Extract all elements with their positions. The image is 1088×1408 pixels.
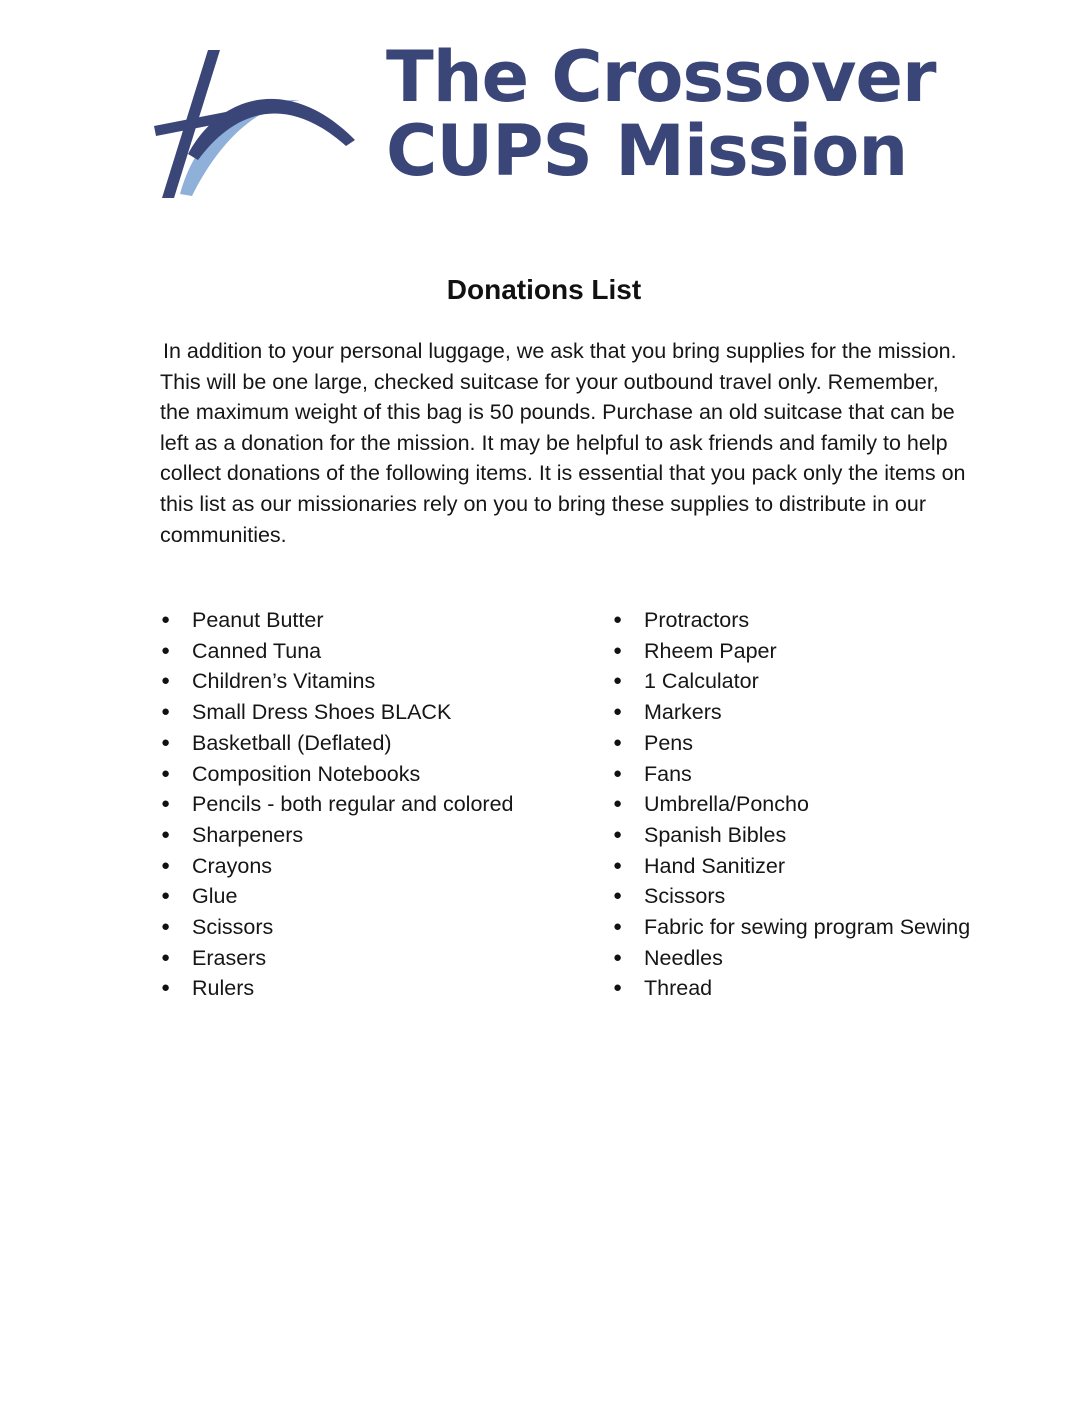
bullet-icon: ● [161, 825, 171, 843]
list-item-label: Canned Tuna [192, 638, 322, 663]
intro-paragraph: In addition to your personal luggage, we ask that you bring supplies for the mission. This will be one large, checked suitcase for your outbound travel only. Remember, the maximum weight of this bag is 50 pounds. Purchase an old suitcase that can be left as a donation for the mission. It may be helpful to ask friends and family to help collect donations of the following items. It is essential that you pack only the items on this list as our missionaries rely on you to bring these supplies to distribute in our communities. [160, 339, 966, 547]
bullet-icon: ● [613, 918, 623, 936]
list-item-label: Protractors [644, 608, 750, 632]
list-item [612, 943, 992, 974]
cross-arc-logo-icon [150, 44, 360, 204]
bullet-icon: ● [161, 611, 171, 628]
list-item [612, 759, 992, 790]
list-item-label: Fabric for sewing program Sewing [644, 915, 971, 940]
bullet-icon: ● [161, 795, 171, 813]
page-title: Donations List [446, 274, 642, 305]
list-item-label: Umbrella/Poncho [644, 792, 809, 817]
list-item [612, 728, 992, 759]
bullet-icon: ● [613, 825, 623, 843]
bullet-icon: ● [613, 672, 623, 690]
list-item-label: Crayons [192, 853, 273, 878]
list-item-label: Children’s Vitamins [192, 669, 376, 694]
bullet-icon: ● [613, 948, 623, 966]
bullet-icon: ● [613, 764, 623, 782]
list-item-label: Fans [644, 761, 692, 786]
list-item [612, 820, 992, 851]
list-item [160, 973, 520, 1004]
list-item [612, 881, 992, 912]
list-item [612, 973, 992, 1004]
list-item-label: Glue [192, 884, 238, 909]
bullet-icon: ● [613, 795, 623, 813]
list-item-label: Pens [644, 730, 694, 755]
list-item [612, 912, 992, 943]
list-item-label: Markers [644, 700, 722, 725]
list-item [160, 666, 520, 697]
list-item [612, 605, 992, 636]
bullet-icon: ● [161, 703, 171, 721]
donations-list-right [612, 605, 992, 1004]
list-item-label: Scissors [644, 884, 726, 909]
bullet-icon: ● [161, 764, 171, 782]
bullet-icon: ● [161, 733, 171, 751]
list-item [160, 759, 520, 790]
bullet-icon: ● [613, 641, 623, 659]
list-item-label: Erasers [192, 945, 267, 970]
bullet-icon: ● [161, 856, 171, 874]
list-item-label: Thread [644, 976, 713, 1001]
list-item [612, 851, 992, 882]
list-item [612, 636, 992, 667]
bullet-icon: ● [613, 611, 623, 628]
list-item [160, 881, 520, 912]
list-item [160, 636, 520, 667]
bullet-icon: ● [613, 733, 623, 751]
bullet-icon: ● [161, 672, 171, 690]
bullet-icon: ● [613, 703, 623, 721]
logo-line-2: CUPS Mission [386, 110, 908, 192]
list-item [160, 820, 520, 851]
bullet-icon: ● [613, 979, 623, 997]
list-item-label: 1 Calculator [644, 669, 759, 694]
list-item-label: Peanut Butter [192, 608, 324, 632]
list-item [612, 697, 992, 728]
list-item [160, 943, 520, 974]
list-item [612, 666, 992, 697]
list-item-label: Rulers [192, 976, 255, 1001]
list-item-label: Rheem Paper [644, 638, 777, 663]
list-item [160, 697, 520, 728]
bullet-icon: ● [613, 856, 623, 874]
list-item-label: Hand Sanitizer [644, 853, 786, 878]
list-item [160, 789, 520, 820]
list-item-label: Needles [644, 945, 723, 970]
bullet-icon: ● [161, 887, 171, 905]
list-item-label: Scissors [192, 915, 274, 940]
list-item-label: Basketball (Deflated) [192, 730, 392, 755]
bullet-icon: ● [161, 948, 171, 966]
bullet-icon: ● [161, 979, 171, 997]
list-item [160, 728, 520, 759]
bullet-icon: ● [161, 641, 171, 659]
bullet-icon: ● [161, 918, 171, 936]
list-item-label: Sharpeners [192, 822, 304, 847]
list-item [160, 912, 520, 943]
logo-line-1: The Crossover [386, 36, 936, 118]
list-item [160, 851, 520, 882]
list-item [612, 789, 992, 820]
list-item-label: Pencils - both regular and colored [192, 792, 514, 817]
bullet-icon: ● [613, 887, 623, 905]
list-item-label: Small Dress Shoes BLACK [192, 700, 452, 725]
donations-list-left [160, 605, 520, 1004]
list-item [160, 605, 520, 636]
logo-wordmark [386, 36, 936, 192]
list-item-label: Spanish Bibles [644, 822, 787, 847]
list-item-label: Composition Notebooks [192, 761, 421, 786]
header-logo [150, 36, 936, 210]
